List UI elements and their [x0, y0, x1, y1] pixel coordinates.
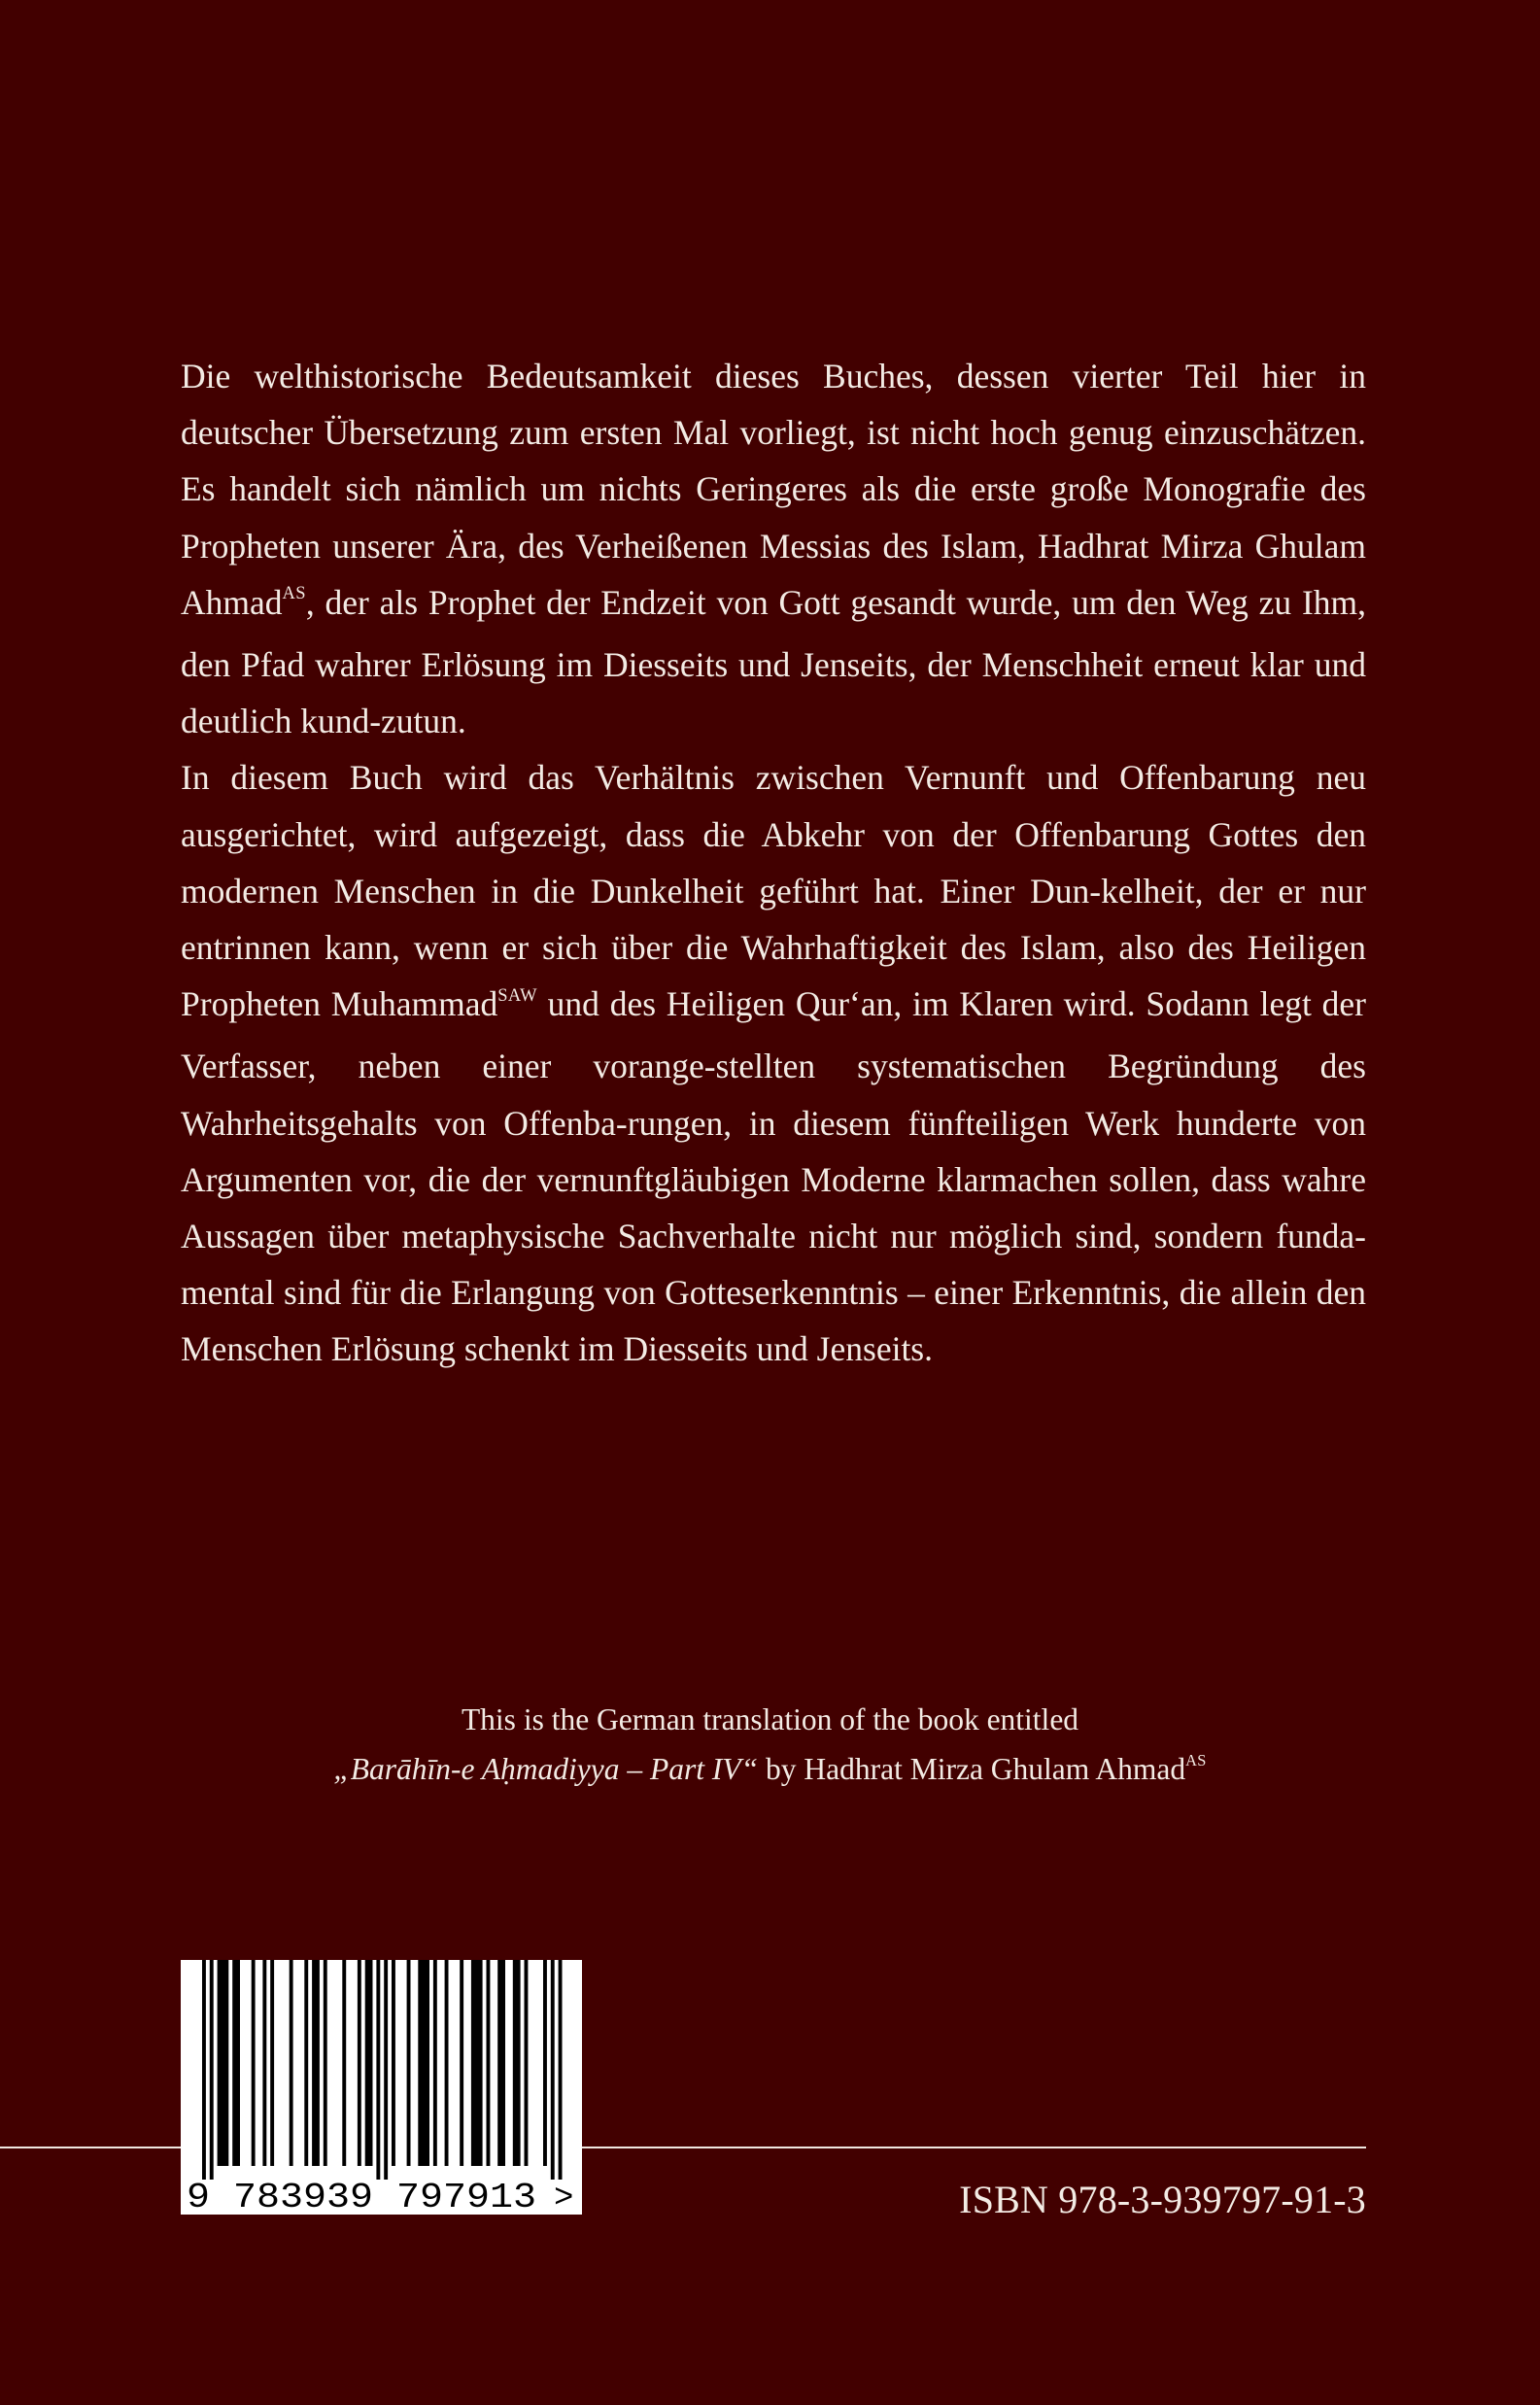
barcode-bar: [460, 1960, 463, 2166]
barcode-bar: [304, 1960, 308, 2166]
barcode-bar: [376, 1960, 380, 2180]
barcode-bar: [324, 1960, 327, 2166]
description-text: [181, 348, 1366, 1378]
barcode-quiet-zone-marker: >: [554, 2181, 574, 2215]
credit-author: by Hadhrat Mirza Ghulam Ahmad: [758, 1752, 1186, 1786]
barcode-digits: 9 783939 797913: [187, 2178, 536, 2215]
barcode-bar: [433, 1960, 437, 2166]
barcode-bar: [210, 1960, 214, 2180]
barcode-bar: [407, 1960, 411, 2166]
barcode-bar: [312, 1960, 320, 2166]
barcode-bar: [218, 1960, 229, 2166]
barcode-bar: [418, 1960, 429, 2166]
isbn-number: ISBN 978-3-939797-91-3: [959, 2178, 1366, 2221]
barcode-bar: [358, 1960, 361, 2166]
isbn-barcode: [181, 1960, 582, 2215]
barcode-bar: [270, 1960, 274, 2166]
barcode-bar: [252, 1960, 256, 2166]
barcode-bar: [543, 1960, 547, 2166]
paragraph-2-text-cont: und des Heiligen Qur‘an, im Klaren wird. Sodann legt der Verfasser, neben einer vorange-stellten systematischen Begründung des Wahrheitsgehalts von Offenba-rungen, in diesem fünfteiligen Werk hunderte von Argumenten vor, die der vernunftgläubigen Moderne klarmachen sollen, dass wahre Aussagen über metaphysische Sachverhalte nicht nur möglich sind, sondern funda-mental sind für die Erlangung von Gotteserkenntnis – einer Erkenntnis, die allein den Menschen Erlösung schenkt im Diesseits und Jenseits.: [181, 984, 1366, 1369]
barcode-bar: [471, 1960, 483, 2166]
barcode-bar: [551, 1960, 555, 2180]
barcode-bar: [365, 1960, 373, 2166]
paragraph-1-text: Die welthistorische Bedeutsamkeit dieses Buches, dessen vierter Teil hier in deutscher Übersetzung zum ersten Mal vorliegt, ist nicht hoch genug einzuschätzen. Es handelt sich nämlich um nichts Geringeres als die erste große Monografie des Propheten unserer Ära, des Verheißenen Messias des Islam, Hadhrat Mirza Ghulam Ahmad: [181, 357, 1366, 622]
description-paragraph-1: [181, 348, 1366, 749]
description-paragraph-2: [181, 749, 1366, 1377]
barcode-bar: [487, 1960, 491, 2166]
barcode-bar: [290, 1960, 293, 2166]
barcode-bar: [559, 1960, 563, 2180]
barcode-bar: [262, 1960, 266, 2166]
barcode-bar: [384, 1960, 388, 2180]
barcode-bar: [202, 1960, 206, 2180]
barcode-graphic: [181, 1960, 582, 2215]
barcode-bar: [445, 1960, 449, 2166]
original-book-title: „Barāhīn-e Aḥmadiyya – Part IV“: [333, 1752, 759, 1786]
translation-credit: [0, 1695, 1540, 1799]
barcode-bar: [497, 1960, 505, 2166]
paragraph-2-text: In diesem Buch wird das Verhältnis zwischen Vernunft und Offenbarung neu ausgerichtet, wird aufgezeigt, dass die Abkehr von der Offenbarung Gottes den modernen Menschen in die Dunkelheit geführt hat. Einer Dun-kelheit, der er nur entrinnen kann, wenn er sich über die Wahrhaftigkeit des Islam, also des Heiligen Propheten Muhammad: [181, 758, 1366, 1024]
barcode-bar: [342, 1960, 346, 2166]
honorific-as: AS: [1185, 1751, 1207, 1770]
barcode-bar: [513, 1960, 521, 2166]
barcode-bar: [525, 1960, 529, 2166]
barcode-bar: [232, 1960, 240, 2166]
barcode-bar: [392, 1960, 395, 2166]
credit-line-2: [0, 1744, 1540, 1799]
paragraph-1-text-cont: , der als Prophet der Endzeit von Gott gesandt wurde, um den Weg zu Ihm, den Pfad wahrer Erlösung im Diesseits und Jenseits, der Menschheit erneut klar und deutlich kund-zutun.: [181, 582, 1366, 741]
honorific-as: AS: [282, 583, 306, 603]
honorific-saw: SAW: [497, 984, 537, 1005]
credit-line-1: This is the German translation of the book entitled: [461, 1702, 1079, 1736]
